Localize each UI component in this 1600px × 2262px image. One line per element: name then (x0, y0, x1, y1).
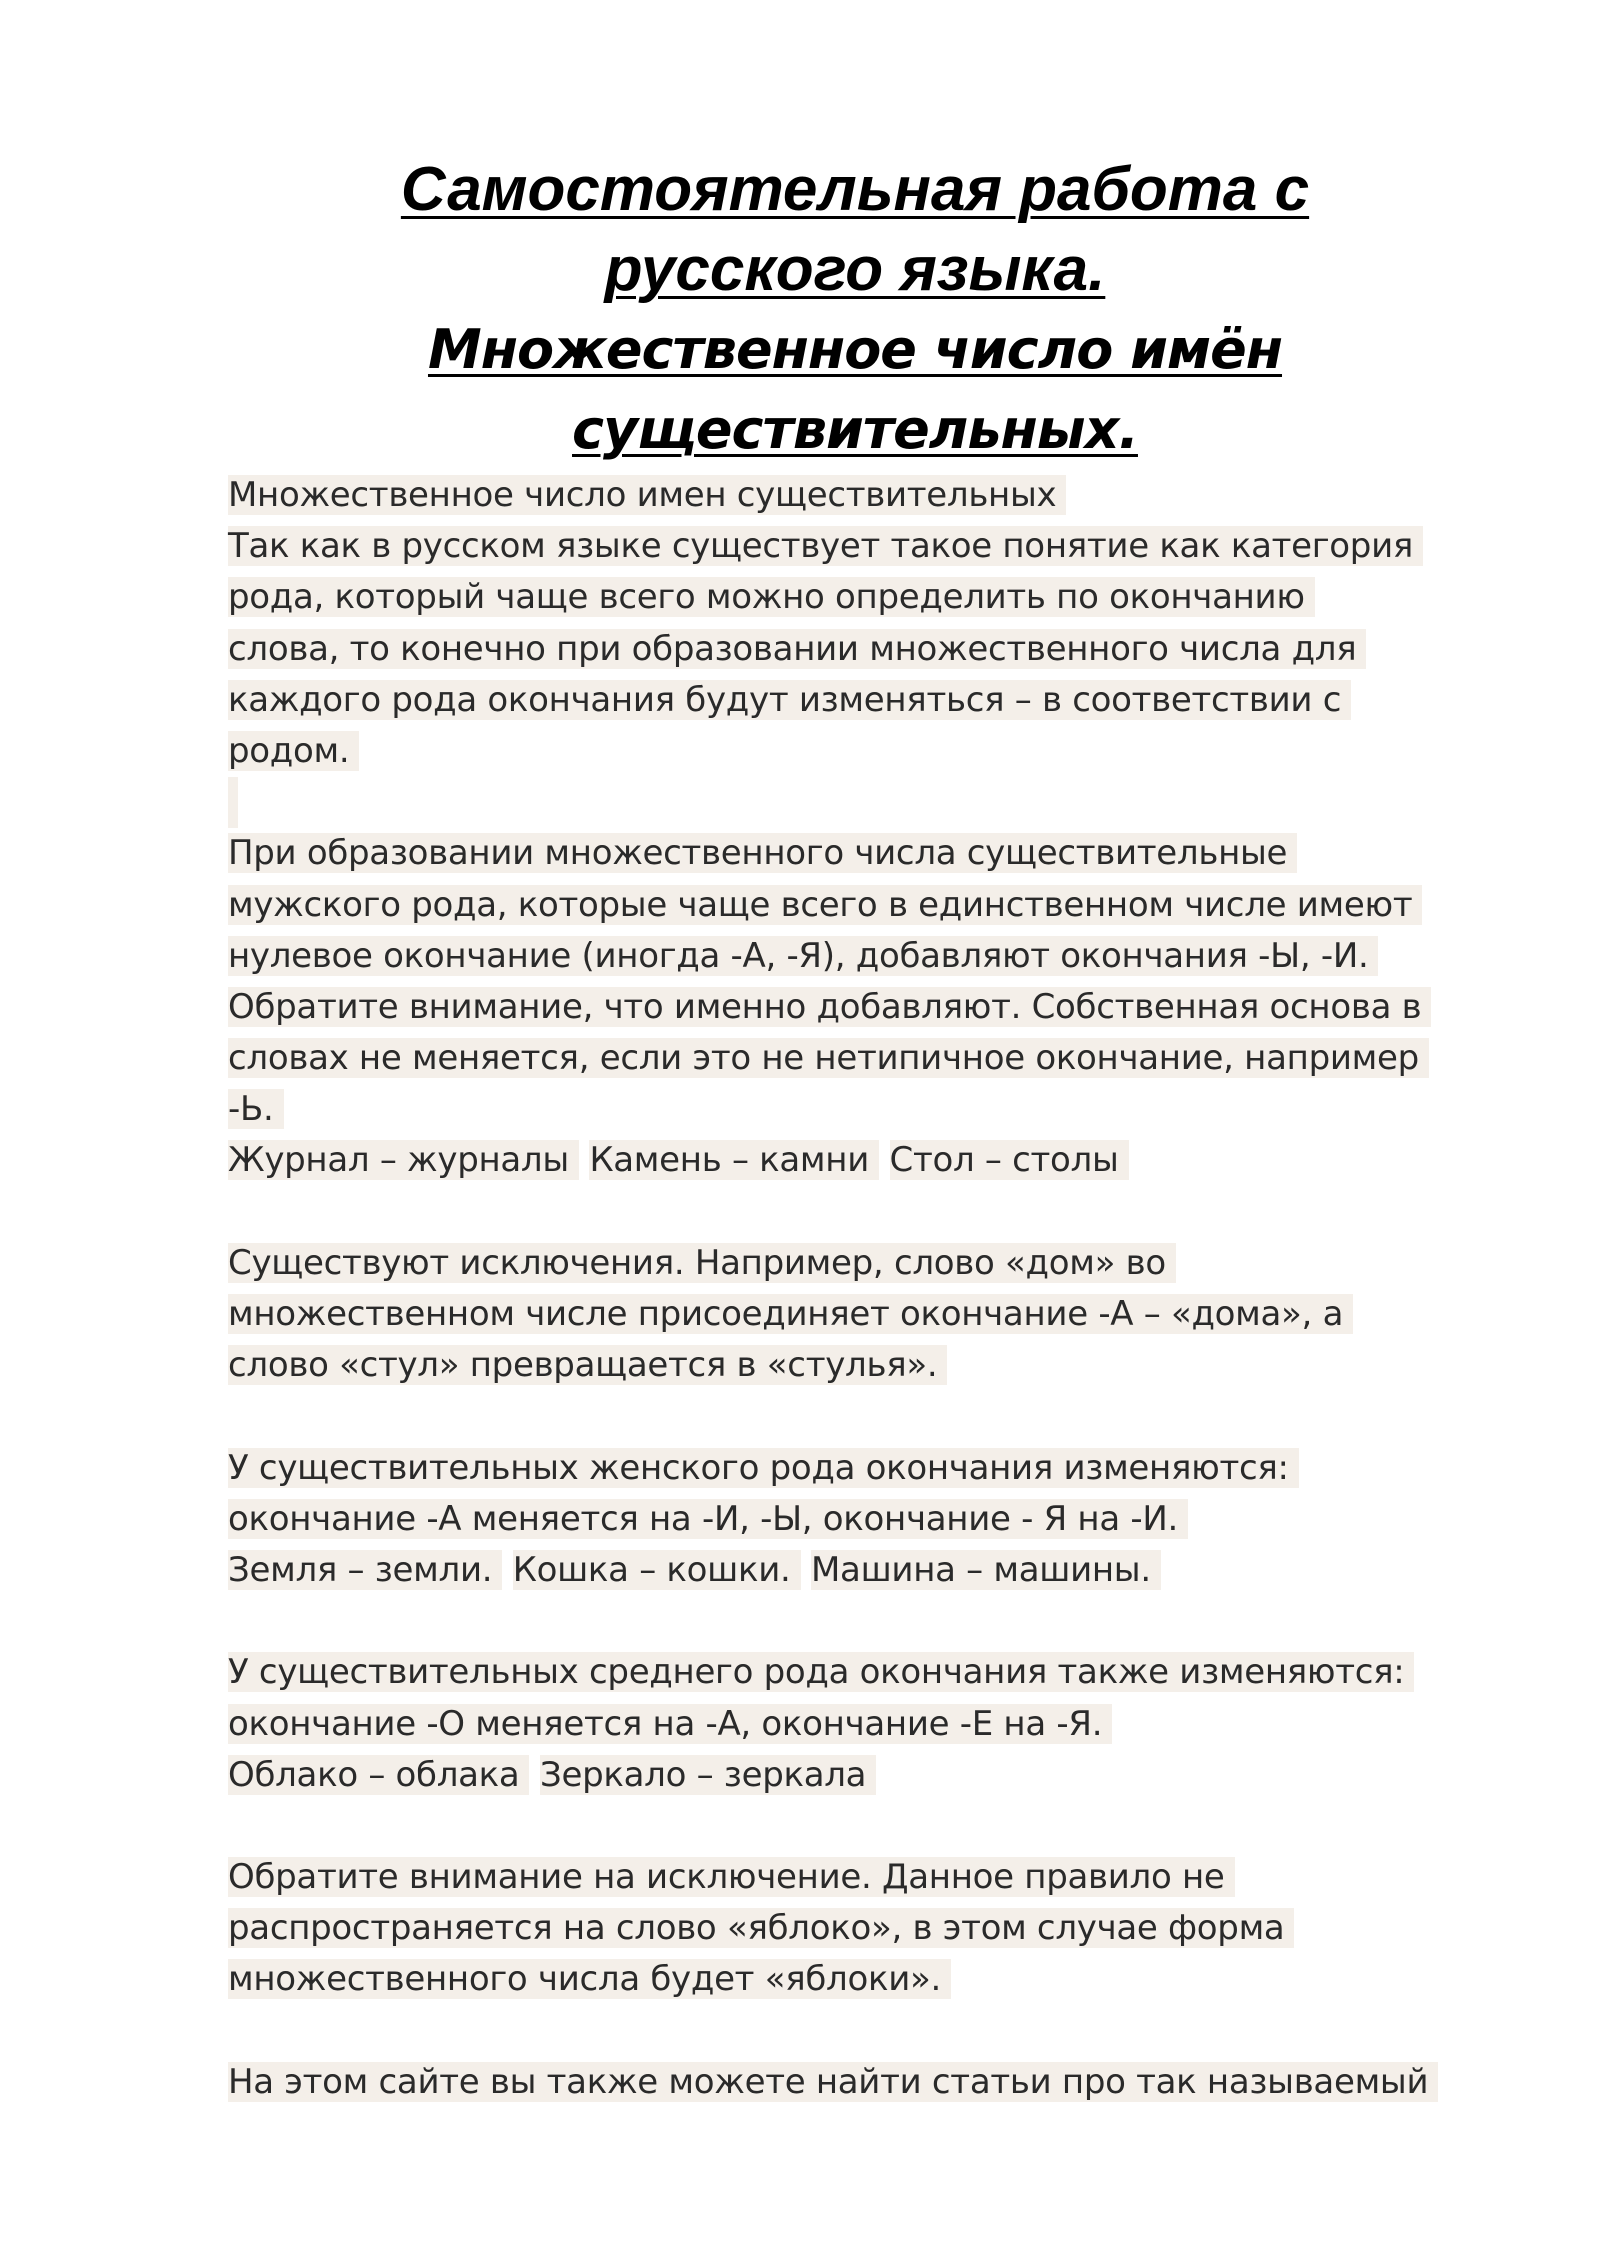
body-line (228, 1340, 1528, 1391)
body-line-text: распространяется на слово «яблоко», в этом случае форма (228, 1908, 1294, 1948)
body-line (228, 931, 1528, 982)
body-line (228, 982, 1528, 1033)
body-line-text: словах не меняется, если это не нетипичное окончание, например (228, 1038, 1429, 1078)
body-line-text: Множественное число имен существительных (228, 475, 1066, 515)
paragraph-break (228, 1801, 1528, 1852)
body-line-text: каждого рода окончания будут изменяться – в соответствии с (228, 680, 1351, 720)
body-line-text: слово «стул» превращается в «стулья». (228, 1345, 947, 1385)
title-line-4: существительных. (572, 398, 1138, 461)
title-line-3: Множественное число имён (427, 318, 1283, 381)
body-line (228, 1494, 1528, 1545)
body-line-text: Обратите внимание, что именно добавляют. Собственная основа в (228, 987, 1431, 1027)
document-body (228, 470, 1528, 2108)
body-line (228, 880, 1528, 931)
title-line-2: русского языка. (604, 235, 1106, 304)
body-line-text: множественном числе присоединяет окончание -А – «дома», а (228, 1294, 1353, 1334)
body-line-text: окончание -О меняется на -А, окончание -Е на -Я. (228, 1704, 1112, 1744)
body-line-text: На этом сайте вы также можете найти статьи про так называемый (228, 2062, 1438, 2102)
body-line-text: множественного числа будет «яблоки». (228, 1959, 951, 1999)
body-line (228, 828, 1528, 879)
paragraph-break (228, 1596, 1528, 1647)
body-line (228, 1238, 1528, 1289)
paragraph-break (228, 1391, 1528, 1442)
example-text: Кошка – кошки. (513, 1550, 801, 1590)
body-line (228, 1699, 1528, 1750)
example-text: Журнал – журналы (228, 1140, 579, 1180)
body-line-text: окончание -А меняется на -И, -Ы, окончание - Я на -И. (228, 1499, 1188, 1539)
body-line (228, 572, 1528, 623)
example-text: Машина – машины. (811, 1550, 1161, 1590)
body-line-text: рода, который чаще всего можно определить по окончанию (228, 577, 1315, 617)
body-line-text: При образовании множественного числа существительные (228, 833, 1297, 873)
body-line-text: нулевое окончание (иногда -А, -Я), добавляют окончания -Ы, -И. (228, 936, 1378, 976)
paragraph-break (228, 1187, 1528, 1238)
body-line-text: Обратите внимание на исключение. Данное правило не (228, 1857, 1235, 1897)
title-line-1: Самостоятельная работа с (400, 155, 1310, 224)
paragraph-break (228, 777, 1528, 828)
body-line-text: -Ь. (228, 1089, 284, 1129)
body-line (228, 521, 1528, 572)
example-text: Камень – камни (589, 1140, 879, 1180)
body-line (228, 1852, 1528, 1903)
body-line (228, 726, 1528, 777)
body-line (228, 2057, 1528, 2108)
document-title (230, 150, 1480, 470)
body-line (228, 624, 1528, 675)
example-text: Земля – земли. (228, 1550, 502, 1590)
body-line (228, 1954, 1528, 2005)
body-line-text: Так как в русском языке существует такое понятие как категория (228, 526, 1423, 566)
body-line-text: мужского рода, которые чаще всего в единственном числе имеют (228, 885, 1422, 925)
body-line (228, 1647, 1528, 1698)
body-line (228, 675, 1528, 726)
example-text: Зеркало – зеркала (540, 1755, 876, 1795)
paragraph-break (228, 2006, 1528, 2057)
body-line (228, 1443, 1528, 1494)
body-line (228, 1903, 1528, 1954)
body-line (228, 1289, 1528, 1340)
body-line-text: слова, то конечно при образовании множественного числа для (228, 629, 1366, 669)
body-line (228, 1033, 1528, 1084)
body-line-text: Существуют исключения. Например, слово «дом» во (228, 1243, 1176, 1283)
body-line-text: У существительных женского рода окончания изменяются: (228, 1448, 1299, 1488)
example-text: Стол – столы (890, 1140, 1129, 1180)
example-line (228, 1750, 1528, 1801)
body-line (228, 1084, 1528, 1135)
example-line (228, 1135, 1528, 1186)
body-line (228, 470, 1528, 521)
body-line-text: У существительных среднего рода окончания также изменяются: (228, 1652, 1414, 1692)
example-text: Облако – облака (228, 1755, 529, 1795)
body-line-text: родом. (228, 731, 359, 771)
example-line (228, 1545, 1528, 1596)
